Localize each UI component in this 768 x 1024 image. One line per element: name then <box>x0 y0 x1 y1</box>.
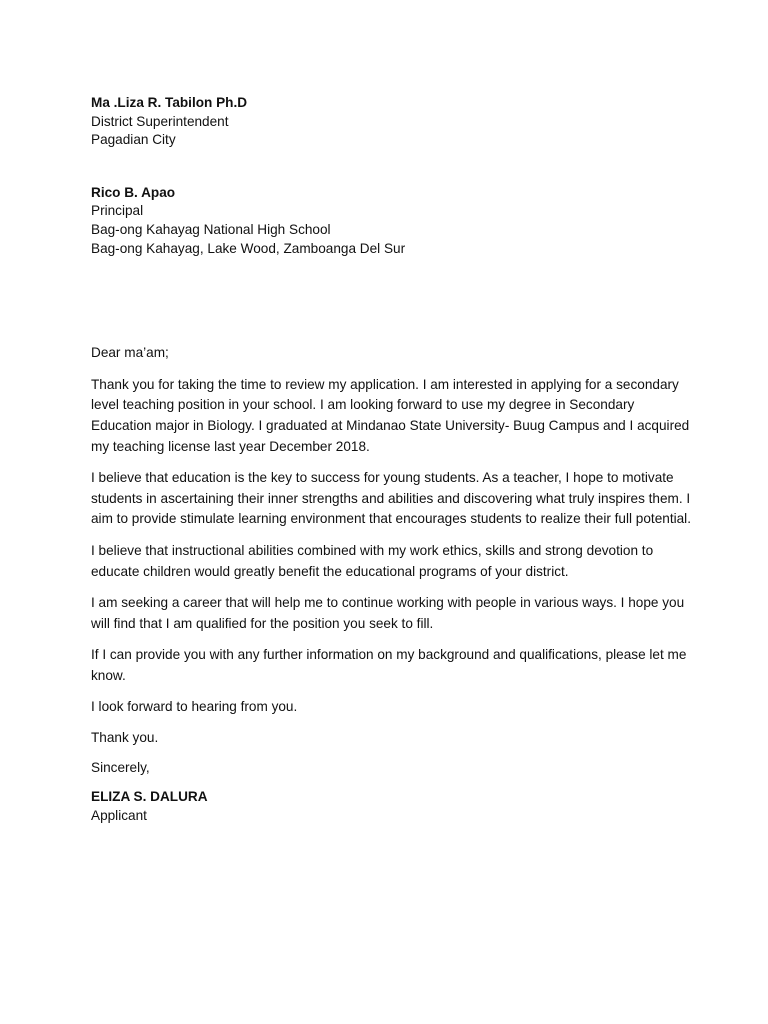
paragraph-career: I am seeking a career that will help me to continue working with people in various ways. I hope you will find that I am qualified for the position you seek to fill. <box>91 595 685 631</box>
recipient-block <box>91 184 691 258</box>
sender-location: Pagadian City <box>91 132 176 148</box>
salutation: Dear ma’am; <box>91 345 169 361</box>
closing-line: Sincerely, <box>91 759 150 775</box>
paragraph-philosophy: I believe that education is the key to success for young students. As a teacher, I hope to motivate students in ascertaining their inner strengths and abilities and discovering what truly inspires them. I aim to provide stimulate learning environment that encourages students to realize their full potential. <box>91 470 691 527</box>
recipient-school: Bag-ong Kahayag National High School <box>91 221 331 237</box>
sender-title: District Superintendent <box>91 113 229 129</box>
sender-name: Ma .Liza R. Tabilon Ph.D <box>91 95 248 110</box>
signature-block <box>91 788 691 825</box>
recipient-address: Bag-ong Kahayag, Lake Wood, Zamboanga Del Sur <box>91 240 406 256</box>
recipient-title: Principal <box>91 203 144 219</box>
paragraph-look-forward: I look forward to hearing from you. <box>91 699 298 715</box>
thanks-line: Thank you. <box>91 730 159 746</box>
signature-role: Applicant <box>91 807 147 823</box>
signature-name: ELIZA S. DALURA <box>91 789 208 805</box>
paragraph-abilities: I believe that instructional abilities combined with my work ethics, skills and strong devotion to educate children would greatly benefit the educational programs of your district. <box>91 542 654 579</box>
sender-block <box>91 94 691 150</box>
letter-body <box>91 94 691 825</box>
recipient-name: Rico B. Apao <box>91 184 176 200</box>
paragraph-further-info: If I can provide you with any further information on my background and qualifications, please let me know. <box>91 647 687 683</box>
paragraph-intro: Thank you for taking the time to review my application. I am interested in applying for a secondary level teaching position in your school. I am looking forward to use my degree in Secondary Education major in Biology. I graduated at Mindanao State University- Buug Campus and I acquired my teaching license last year December 2018. <box>91 376 690 454</box>
